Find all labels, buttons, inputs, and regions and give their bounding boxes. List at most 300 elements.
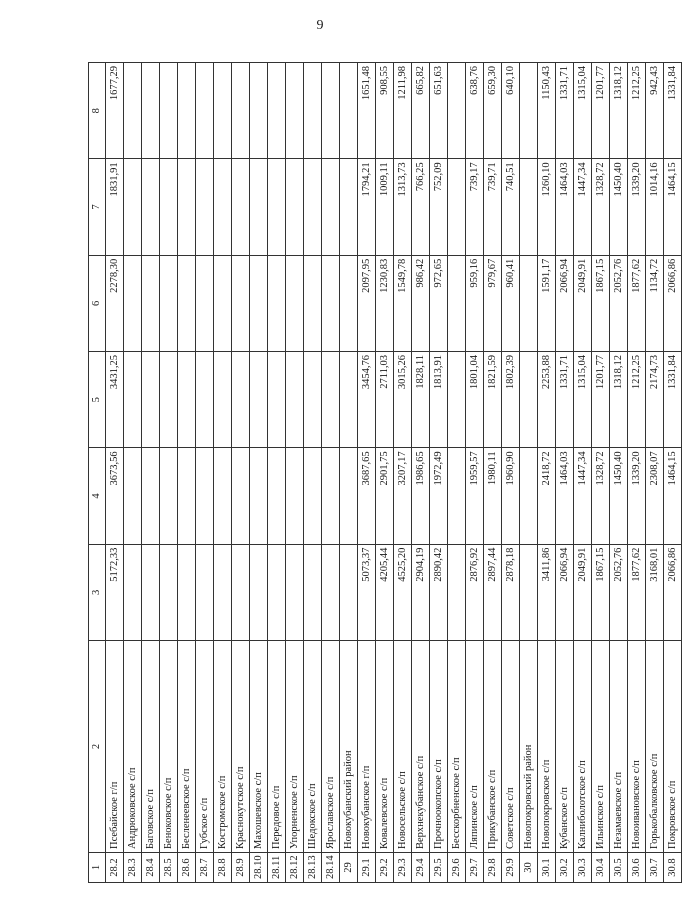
value-cell: [340, 448, 358, 544]
row-number-cell: 28.12: [286, 853, 304, 883]
municipality-name-cell: Псебайское г/п: [106, 641, 124, 853]
table-row: [322, 63, 340, 883]
value-cell: [304, 255, 322, 351]
value-cell: 3673,56: [106, 448, 124, 544]
table-row: [484, 63, 502, 883]
value-cell: 979,67: [484, 255, 502, 351]
value-cell: [520, 255, 538, 351]
value-cell: 2711,03: [376, 352, 394, 448]
table-row: [520, 63, 538, 883]
value-cell: 3015,26: [394, 352, 412, 448]
value-cell: [214, 448, 232, 544]
value-cell: [304, 63, 322, 159]
table-row: [430, 63, 448, 883]
value-cell: [322, 352, 340, 448]
value-cell: 2066,94: [556, 544, 574, 640]
value-cell: 2878,18: [502, 544, 520, 640]
value-cell: [340, 63, 358, 159]
value-cell: [124, 255, 142, 351]
value-cell: 1447,34: [574, 159, 592, 255]
value-cell: 1959,57: [466, 448, 484, 544]
value-cell: [196, 159, 214, 255]
value-cell: [142, 63, 160, 159]
row-number-cell: 28.8: [214, 853, 232, 883]
municipality-name-cell: Прикубанское с/п: [484, 641, 502, 853]
value-cell: 1212,25: [628, 352, 646, 448]
row-number-cell: 28.7: [196, 853, 214, 883]
value-cell: [304, 448, 322, 544]
row-number-cell: 30.3: [574, 853, 592, 883]
value-cell: [340, 255, 358, 351]
value-cell: 1960,90: [502, 448, 520, 544]
value-cell: 1331,71: [556, 352, 574, 448]
value-cell: [250, 448, 268, 544]
value-cell: [286, 448, 304, 544]
value-cell: 739,17: [466, 159, 484, 255]
row-number-cell: 29.3: [394, 853, 412, 883]
row-number-cell: 29.4: [412, 853, 430, 883]
table-row: [214, 63, 232, 883]
value-cell: [322, 448, 340, 544]
value-cell: [268, 448, 286, 544]
municipality-name-cell: Костромское с/п: [214, 641, 232, 853]
value-cell: 1260,10: [538, 159, 556, 255]
table-row: [340, 63, 358, 883]
value-cell: [322, 63, 340, 159]
value-cell: [520, 63, 538, 159]
value-cell: 1328,72: [592, 159, 610, 255]
table-row: [358, 63, 376, 883]
row-number-cell: 29.7: [466, 853, 484, 883]
header-cell: 8: [89, 63, 106, 159]
table-row: [664, 63, 682, 883]
row-number-cell: 28.2: [106, 853, 124, 883]
value-cell: 1828,11: [412, 352, 430, 448]
municipality-name-cell: Краснокутское с/п: [232, 641, 250, 853]
municipality-name-cell: Бесленеевское с/п: [178, 641, 196, 853]
value-cell: 2418,72: [538, 448, 556, 544]
value-cell: [322, 159, 340, 255]
header-cell: 6: [89, 255, 106, 351]
municipality-name-cell: Калниболотское с/п: [574, 641, 592, 853]
value-cell: [214, 544, 232, 640]
value-cell: 2904,19: [412, 544, 430, 640]
value-cell: 1794,21: [358, 159, 376, 255]
value-cell: 665,82: [412, 63, 430, 159]
value-cell: [250, 255, 268, 351]
municipality-name-cell: Ильинское с/п: [592, 641, 610, 853]
table-row: [250, 63, 268, 883]
municipality-name-cell: Советское с/п: [502, 641, 520, 853]
value-cell: 1009,11: [376, 159, 394, 255]
value-cell: 1802,39: [502, 352, 520, 448]
value-cell: 1339,20: [628, 159, 646, 255]
value-cell: [142, 352, 160, 448]
value-cell: [196, 63, 214, 159]
value-cell: 2308,07: [646, 448, 664, 544]
table-row: [556, 63, 574, 883]
table-row: [448, 63, 466, 883]
value-cell: [124, 159, 142, 255]
value-cell: 651,63: [430, 63, 448, 159]
value-cell: 1651,48: [358, 63, 376, 159]
value-cell: [250, 159, 268, 255]
row-number-cell: 28.9: [232, 853, 250, 883]
value-cell: 2253,88: [538, 352, 556, 448]
value-cell: 2876,92: [466, 544, 484, 640]
value-cell: [160, 63, 178, 159]
header-cell: 3: [89, 544, 106, 640]
rotated-table-container: [88, 63, 678, 883]
municipality-name-cell: Беноковское с/п: [160, 641, 178, 853]
value-cell: 972,65: [430, 255, 448, 351]
page-number: 9: [316, 18, 324, 33]
value-cell: [196, 448, 214, 544]
row-number-cell: 30.6: [628, 853, 646, 883]
value-cell: [124, 544, 142, 640]
value-cell: 1464,15: [664, 448, 682, 544]
municipality-name-cell: Кубанское с/п: [556, 641, 574, 853]
row-number-cell: 30.5: [610, 853, 628, 883]
value-cell: [214, 63, 232, 159]
value-cell: 1318,12: [610, 63, 628, 159]
value-cell: 640,10: [502, 63, 520, 159]
value-cell: 2049,91: [574, 544, 592, 640]
value-cell: 1972,49: [430, 448, 448, 544]
value-cell: [160, 255, 178, 351]
row-number-cell: 30: [520, 853, 538, 883]
table-row: [268, 63, 286, 883]
value-cell: 1867,15: [592, 544, 610, 640]
value-cell: [268, 352, 286, 448]
value-cell: [448, 63, 466, 159]
value-cell: [214, 255, 232, 351]
row-number-cell: 28.10: [250, 853, 268, 883]
data-table: [88, 62, 682, 883]
value-cell: 2066,86: [664, 544, 682, 640]
value-cell: [178, 255, 196, 351]
municipality-name-cell: Ковалевское с/п: [376, 641, 394, 853]
value-cell: [448, 255, 466, 351]
value-cell: [232, 255, 250, 351]
municipality-name-cell: Баговское с/п: [142, 641, 160, 853]
value-cell: 1867,15: [592, 255, 610, 351]
row-number-cell: 29: [340, 853, 358, 883]
value-cell: [286, 255, 304, 351]
value-cell: [286, 159, 304, 255]
header-cell: 2: [89, 641, 106, 853]
value-cell: 1315,04: [574, 352, 592, 448]
table-row: [628, 63, 646, 883]
table-row: [646, 63, 664, 883]
value-cell: 2066,94: [556, 255, 574, 351]
value-cell: [124, 448, 142, 544]
value-cell: 1134,72: [646, 255, 664, 351]
value-cell: [178, 544, 196, 640]
value-cell: [268, 159, 286, 255]
value-cell: [286, 352, 304, 448]
municipality-name-cell: Ярославское с/п: [322, 641, 340, 853]
value-cell: [196, 255, 214, 351]
value-cell: 986,42: [412, 255, 430, 351]
value-cell: [340, 352, 358, 448]
value-cell: 1677,29: [106, 63, 124, 159]
row-number-cell: 30.8: [664, 853, 682, 883]
value-cell: 1212,25: [628, 63, 646, 159]
row-number-cell: 29.6: [448, 853, 466, 883]
value-cell: [178, 448, 196, 544]
value-cell: 1821,59: [484, 352, 502, 448]
row-number-cell: 29.8: [484, 853, 502, 883]
value-cell: 942,43: [646, 63, 664, 159]
municipality-name-cell: Махошевское с/п: [250, 641, 268, 853]
value-cell: 3431,25: [106, 352, 124, 448]
table-row: [178, 63, 196, 883]
row-number-cell: 28.13: [304, 853, 322, 883]
table-row: [106, 63, 124, 883]
value-cell: 1313,73: [394, 159, 412, 255]
value-cell: 1328,72: [592, 448, 610, 544]
value-cell: [214, 352, 232, 448]
value-cell: 1877,62: [628, 255, 646, 351]
value-cell: 1331,84: [664, 63, 682, 159]
row-number-cell: 28.11: [268, 853, 286, 883]
value-cell: [304, 352, 322, 448]
municipality-name-cell: Ляпинское с/п: [466, 641, 484, 853]
value-cell: 1801,04: [466, 352, 484, 448]
value-cell: [268, 63, 286, 159]
value-cell: 5172,33: [106, 544, 124, 640]
value-cell: 1831,91: [106, 159, 124, 255]
value-cell: 2049,91: [574, 255, 592, 351]
value-cell: [286, 544, 304, 640]
value-cell: 740,51: [502, 159, 520, 255]
value-cell: 1980,11: [484, 448, 502, 544]
value-cell: [160, 352, 178, 448]
value-cell: [160, 159, 178, 255]
municipality-name-cell: Новопокровское с/п: [538, 641, 556, 853]
value-cell: 752,09: [430, 159, 448, 255]
value-cell: [232, 352, 250, 448]
table-row: [304, 63, 322, 883]
row-number-cell: 29.5: [430, 853, 448, 883]
value-cell: [304, 544, 322, 640]
municipality-name-cell: Новокубанский район: [340, 641, 358, 853]
municipality-name-cell: Новопокровский район: [520, 641, 538, 853]
table-row: [466, 63, 484, 883]
value-cell: 1150,43: [538, 63, 556, 159]
value-cell: [448, 159, 466, 255]
value-cell: [196, 544, 214, 640]
table-row: [574, 63, 592, 883]
value-cell: [448, 352, 466, 448]
value-cell: 638,76: [466, 63, 484, 159]
table-row: [196, 63, 214, 883]
row-number-cell: 29.1: [358, 853, 376, 883]
value-cell: 2897,44: [484, 544, 502, 640]
value-cell: 1591,17: [538, 255, 556, 351]
value-cell: [448, 448, 466, 544]
value-cell: [178, 159, 196, 255]
value-cell: [250, 544, 268, 640]
value-cell: 766,25: [412, 159, 430, 255]
header-cell: 7: [89, 159, 106, 255]
table-row: [376, 63, 394, 883]
value-cell: 1549,78: [394, 255, 412, 351]
row-number-cell: 28.6: [178, 853, 196, 883]
value-cell: 4525,20: [394, 544, 412, 640]
value-cell: 1318,12: [610, 352, 628, 448]
value-cell: 5073,37: [358, 544, 376, 640]
value-cell: [232, 159, 250, 255]
value-cell: [268, 544, 286, 640]
value-cell: [214, 159, 232, 255]
value-cell: 1464,03: [556, 159, 574, 255]
table-row: [232, 63, 250, 883]
table-row: [160, 63, 178, 883]
municipality-name-cell: Новосельское с/п: [394, 641, 412, 853]
value-cell: 1315,04: [574, 63, 592, 159]
table-row: [394, 63, 412, 883]
value-cell: [160, 448, 178, 544]
value-cell: [340, 159, 358, 255]
value-cell: 4205,44: [376, 544, 394, 640]
value-cell: [250, 352, 268, 448]
municipality-name-cell: Незамаевское с/п: [610, 641, 628, 853]
value-cell: 659,30: [484, 63, 502, 159]
municipality-name-cell: Губское с/п: [196, 641, 214, 853]
value-cell: 1986,65: [412, 448, 430, 544]
value-cell: 1211,98: [394, 63, 412, 159]
table-row: [592, 63, 610, 883]
value-cell: 3207,17: [394, 448, 412, 544]
value-cell: [232, 448, 250, 544]
municipality-name-cell: Новокубанское г/п: [358, 641, 376, 853]
table-row: [286, 63, 304, 883]
value-cell: 1450,40: [610, 159, 628, 255]
municipality-name-cell: Прочноокопское с/п: [430, 641, 448, 853]
value-cell: [142, 255, 160, 351]
table-row: [502, 63, 520, 883]
value-cell: [448, 544, 466, 640]
value-cell: [520, 544, 538, 640]
value-cell: [250, 63, 268, 159]
header-row: [89, 63, 106, 883]
value-cell: [520, 159, 538, 255]
municipality-name-cell: Передовое с/п: [268, 641, 286, 853]
value-cell: 2097,95: [358, 255, 376, 351]
value-cell: [160, 544, 178, 640]
value-cell: 1331,84: [664, 352, 682, 448]
municipality-name-cell: Новоивановское с/п: [628, 641, 646, 853]
value-cell: 1464,03: [556, 448, 574, 544]
value-cell: 1331,71: [556, 63, 574, 159]
table-row: [124, 63, 142, 883]
value-cell: 1877,62: [628, 544, 646, 640]
row-number-cell: 30.4: [592, 853, 610, 883]
value-cell: 2052,76: [610, 544, 628, 640]
value-cell: 3411,86: [538, 544, 556, 640]
value-cell: 959,16: [466, 255, 484, 351]
value-cell: [232, 63, 250, 159]
header-cell: 5: [89, 352, 106, 448]
value-cell: [196, 352, 214, 448]
municipality-name-cell: Горькобалковское с/п: [646, 641, 664, 853]
value-cell: [142, 159, 160, 255]
value-cell: 3454,76: [358, 352, 376, 448]
value-cell: [124, 352, 142, 448]
value-cell: [304, 159, 322, 255]
value-cell: 2278,30: [106, 255, 124, 351]
value-cell: [178, 352, 196, 448]
row-number-cell: 28.5: [160, 853, 178, 883]
value-cell: 1201,77: [592, 352, 610, 448]
value-cell: [520, 352, 538, 448]
municipality-name-cell: Упорненское с/п: [286, 641, 304, 853]
row-number-cell: 30.7: [646, 853, 664, 883]
municipality-name-cell: Покровское с/п: [664, 641, 682, 853]
row-number-cell: 28.14: [322, 853, 340, 883]
value-cell: 1447,34: [574, 448, 592, 544]
value-cell: 2066,86: [664, 255, 682, 351]
value-cell: 3687,65: [358, 448, 376, 544]
value-cell: [322, 544, 340, 640]
municipality-name-cell: Бесскорбненское с/п: [448, 641, 466, 853]
table-row: [610, 63, 628, 883]
value-cell: [232, 544, 250, 640]
municipality-name-cell: Андрюковское с/п: [124, 641, 142, 853]
row-number-cell: 29.2: [376, 853, 394, 883]
municipality-name-cell: Шедокское с/п: [304, 641, 322, 853]
value-cell: [124, 63, 142, 159]
value-cell: [520, 448, 538, 544]
value-cell: 2174,73: [646, 352, 664, 448]
table-row: [412, 63, 430, 883]
value-cell: 1450,40: [610, 448, 628, 544]
value-cell: 1464,15: [664, 159, 682, 255]
header-cell: 4: [89, 448, 106, 544]
value-cell: [142, 448, 160, 544]
municipality-name-cell: Верхнекубанское с/п: [412, 641, 430, 853]
row-number-cell: 30.2: [556, 853, 574, 883]
value-cell: [268, 255, 286, 351]
value-cell: 1339,20: [628, 448, 646, 544]
value-cell: 2890,42: [430, 544, 448, 640]
table-row: [142, 63, 160, 883]
value-cell: 3168,01: [646, 544, 664, 640]
value-cell: 908,55: [376, 63, 394, 159]
value-cell: 1201,77: [592, 63, 610, 159]
value-cell: 1230,83: [376, 255, 394, 351]
value-cell: 2901,75: [376, 448, 394, 544]
value-cell: 1014,16: [646, 159, 664, 255]
value-cell: 1813,91: [430, 352, 448, 448]
table-row: [538, 63, 556, 883]
value-cell: [340, 544, 358, 640]
header-cell: 1: [89, 853, 106, 883]
row-number-cell: 29.9: [502, 853, 520, 883]
value-cell: [322, 255, 340, 351]
row-number-cell: 30.1: [538, 853, 556, 883]
row-number-cell: 28.4: [142, 853, 160, 883]
value-cell: 2052,76: [610, 255, 628, 351]
row-number-cell: 28.3: [124, 853, 142, 883]
value-cell: [178, 63, 196, 159]
value-cell: [286, 63, 304, 159]
value-cell: 739,71: [484, 159, 502, 255]
value-cell: 960,41: [502, 255, 520, 351]
value-cell: [142, 544, 160, 640]
